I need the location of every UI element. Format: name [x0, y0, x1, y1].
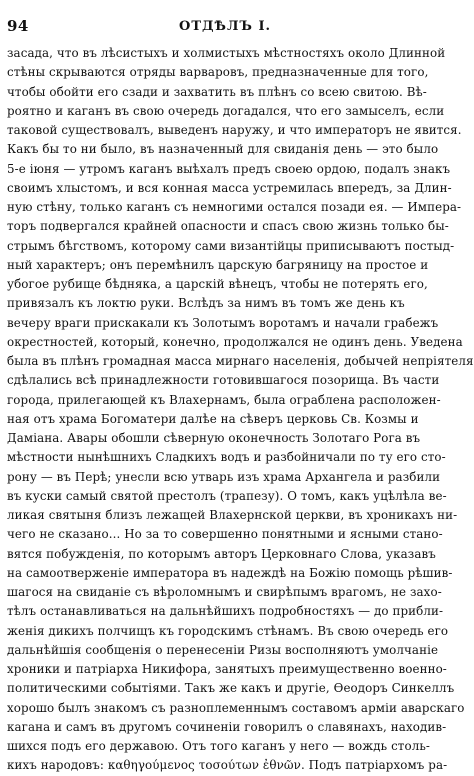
body-text [7, 44, 474, 776]
text-line: вечеру враги прискакали къ Золотымъ воротамъ и начали грабежъ [7, 315, 439, 330]
text-line: торъ подвергался крайней опасности и спасъ свою жизнь только бы- [7, 219, 449, 234]
text-line: таковой существовалъ, выведенъ наружу, и что императоръ не явится. [7, 123, 462, 137]
text-line: ный характеръ; онъ перемѣнилъ царскую багряницу на простое и [7, 257, 429, 272]
text-line: убогое рубище бѣдняка, а царскій вѣнецъ, чтобы не потерять его, [7, 277, 428, 291]
text-line: кагана и самъ въ другомъ сочиненіи говорилъ о славянахъ, находив- [7, 719, 447, 734]
text-line: тѣлъ останавливаться на дальнѣйшихъ подробностяхъ — до прибли- [7, 604, 444, 619]
text-line: рону — въ Перѣ; унесли всю утварь изъ храма Архангела и разбили [7, 469, 441, 484]
text-line: шихся подъ его державою. Отъ того каганъ у него — вождь столь- [7, 739, 430, 753]
text-line: шагося на свиданіе съ вѣроломнымъ и свирѣпымъ врагомъ, не захо- [7, 585, 442, 599]
text-line: вятся побужденія, по которымъ авторъ Церковнаго Слова, указавъ [7, 546, 436, 561]
text-line: хорошо былъ знакомъ съ разноплеменнымъ составомъ арміи аварскаго [7, 700, 465, 715]
text-line: сдѣлались всѣ принадлежности готовившагося позорища. Въ части [7, 373, 440, 388]
text-line: 5-е іюня — утромъ каганъ выѣхалъ предъ своею ордою, подалъ знакъ [7, 161, 451, 176]
text-line: своимъ хлыстомъ, и вся конная масса устремилась впередъ, за Длин- [7, 180, 452, 195]
text-line: роятно и каганъ въ свою очередь догадался, что его замыселъ, если [7, 103, 445, 118]
text-line: на самоотверженіе императора въ надеждѣ на Божію помощь рѣшив- [7, 565, 453, 580]
text-line: политическими событіями. Такъ же какъ и другіе, Ѳеодоръ Синкеллъ [7, 681, 455, 696]
page-number: 94 [7, 17, 29, 35]
text-line: чего не сказано... Но за то совершенно понятными и ясными стано- [7, 527, 443, 542]
text-line: привязалъ къ локтю руки. Вслѣдъ за нимъ въ томъ же день къ [7, 296, 405, 311]
text-line: города, прилегающей къ Влахернамъ, была ограблена расположен- [7, 392, 441, 407]
text-line: хроники и патріарха Никифора, занятыхъ преимущественно военно- [7, 662, 447, 676]
text-line: Какъ бы то ни было, въ назначенный для свиданія день — это было [7, 142, 439, 157]
text-line: дальнѣйшія сообщенія о перенесеніи Ризы восполняютъ умолчаніе [7, 642, 439, 657]
text-line: чтобы обойти его сзади и захватить въ плѣнъ со всею свитою. Вѣ- [7, 84, 427, 99]
text-line: мѣстности нынѣшнихъ Сладкихъ водъ и разбойничали по ту его сто- [7, 450, 446, 465]
text-line: была въ плѣнъ громадная масса мирнаго населенія, добычей непріятеля [7, 354, 474, 368]
text-line: ная отъ храма Богоматери далѣе на сѣверъ церковь Св. Козмы и [7, 411, 419, 426]
text-line: Даміана. Авары обошли сѣверную оконечность Золотаго Рога въ [7, 431, 421, 445]
text-line: въ куски самый святой престолъ (трапезу). О томъ, какъ уцѣлѣла ве- [7, 488, 447, 503]
text-line: стрымъ бѣгствомъ, которому сами византійцы приписываютъ постыд- [7, 238, 455, 253]
page-header [7, 16, 393, 36]
text-line: стѣны скрываются отряды варваровъ, предназначенные для того, [7, 65, 429, 80]
text-line: засада, что въ лѣсистыхъ и холмистыхъ мѣстностяхъ около Длинной [7, 46, 446, 60]
running-head: ОТДѢЛЪ I. [179, 19, 272, 34]
text-line: ликая святыня близъ лежащей Влахернской церкви, въ хроникахъ ни- [7, 508, 458, 522]
text-line: ную стѣну, только каганъ съ немногими остался позади ея. — Импера- [7, 200, 462, 214]
text-line: женія дикихъ полчищъ къ городскимъ стѣнамъ. Въ свою очередь его [7, 623, 449, 638]
text-line: окрестностей, который, конечно, продолжался не одинъ день. Уведена [7, 334, 463, 349]
text-line: кихъ народовъ: καθηγούμενος τοσούτων ἐθνῶν. Подъ патріархомъ ра- [7, 758, 448, 773]
